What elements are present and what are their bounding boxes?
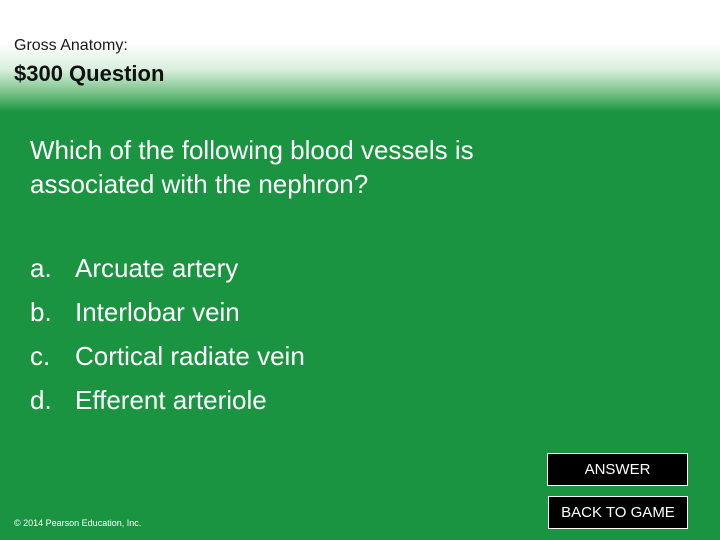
- copyright-notice: © 2014 Pearson Education, Inc.: [14, 518, 142, 528]
- option-text: Cortical radiate vein: [75, 341, 305, 371]
- question-value-title: $300 Question: [14, 61, 165, 86]
- option-c: [30, 334, 305, 378]
- answer-options-list: [30, 246, 305, 422]
- answer-button[interactable]: ANSWER: [547, 453, 688, 486]
- option-text: Interlobar vein: [75, 297, 240, 327]
- option-a: [30, 246, 305, 290]
- category-label: Gross Anatomy:: [14, 37, 128, 54]
- option-b: [30, 290, 305, 334]
- option-text: Efferent arteriole: [75, 385, 267, 415]
- slide-header: [0, 0, 720, 112]
- option-letter: c.: [30, 341, 51, 371]
- option-letter: a.: [30, 253, 52, 283]
- back-to-game-button[interactable]: BACK TO GAME: [548, 496, 688, 529]
- option-d: [30, 378, 305, 422]
- option-letter: b.: [30, 297, 52, 327]
- option-text: Arcuate artery: [75, 253, 239, 283]
- option-letter: d.: [30, 385, 52, 415]
- question-text: Which of the following blood vessels is associated with the nephron?: [30, 135, 474, 199]
